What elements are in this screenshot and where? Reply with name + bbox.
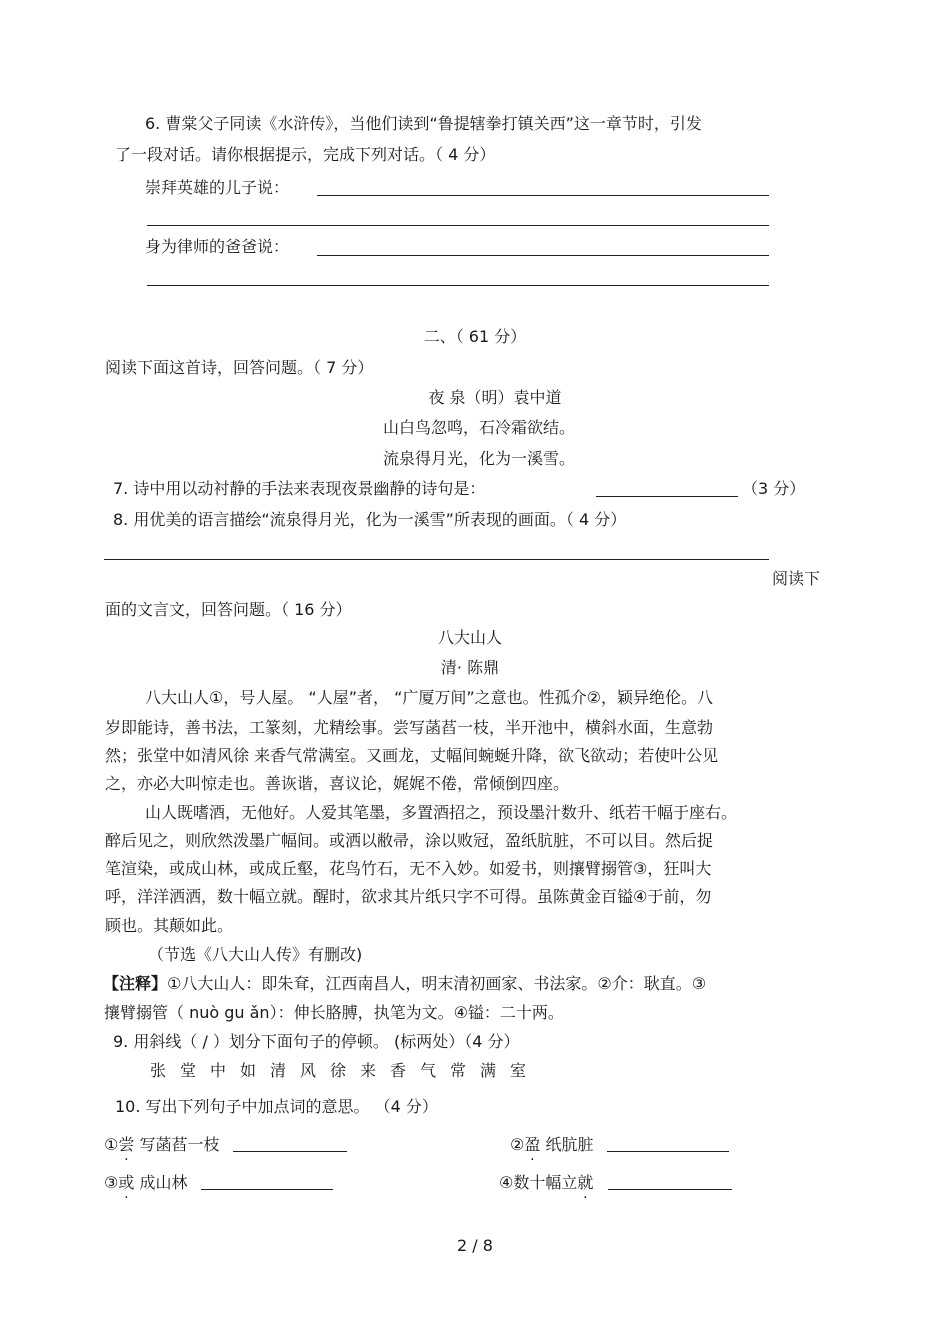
- q10-text: 10. 写出下列句子中加点词的意思。 （4 分）: [115, 1097, 438, 1116]
- q10-item-4-num: ④: [499, 1173, 514, 1192]
- reading-intro-tail: 阅读下: [772, 569, 821, 588]
- passage-notes-line-2: 攘臂搦管（ nuò gu ǎn）：伸长胳膊，执笔为文。④镒：二十两。: [104, 1003, 564, 1022]
- passage-p2-line-4: 呼，洋洋洒洒，数十幅立就。醒时，欲求其片纸只字不可得。虽陈黄金百镒④于前，勿: [105, 887, 712, 906]
- note-label: 【注释】: [103, 974, 168, 993]
- passage-p1-line-1: 八大山人①，号人屋。 “人屋”者， “广厦万间”之意也。性孤介②，颖异绝伦。八: [145, 688, 714, 707]
- poem-line-2: 流泉得月光，化为一溪雪。: [382, 449, 575, 468]
- poem-line-1: 山白鸟忽鸣，石冷霜欲结。: [382, 418, 575, 437]
- passage-title: 八大山人: [437, 628, 502, 647]
- reading-intro: 面的文言文，回答问题。（ 16 分）: [105, 600, 352, 619]
- q6-son-answer-line-1[interactable]: [317, 195, 769, 196]
- q10-item-1-dotted-word: 尝: [118, 1135, 135, 1154]
- q9-sentence: 张堂中如清风徐来香气常满室: [150, 1061, 541, 1080]
- q10-item-1: [104, 1135, 347, 1155]
- q10-item-4-answer-line[interactable]: [608, 1173, 732, 1190]
- q10-item-1-num: ①: [104, 1135, 119, 1154]
- passage-p2-line-2: 醉后见之，则欣然泼墨广幅间。或洒以敝帚，涂以败冠，盈纸肮脏，不可以目。然后捉: [105, 831, 714, 850]
- q10-item-3-num: ③: [104, 1173, 119, 1192]
- q10-item-2-answer-line[interactable]: [607, 1135, 729, 1152]
- q10-item-4-pre: 数十幅立: [513, 1173, 578, 1192]
- q8-text: 8. 用优美的语言描绘“流泉得月光，化为一溪雪”所表现的画面。（ 4 分）: [113, 510, 627, 529]
- passage-p2-line-3: 笔渲染，或成山林，或成丘壑，花鸟竹石，无不入妙。如爱书，则攘臂搦管③，狂叫大: [105, 859, 712, 878]
- passage-p1-line-4: 之，亦必大叫惊走也。善诙谐，喜议论，娓娓不倦，常倾倒四座。: [105, 774, 570, 793]
- q6-father-label: 身为律师的爸爸说：: [145, 237, 290, 256]
- passage-p2-line-5: 顾也。其颠如此。: [105, 916, 234, 935]
- note-text-1: ①八大山人：即朱耷，江西南昌人，明末清初画家、书法家。②介：耿直。③: [167, 974, 707, 993]
- q8-answer-line[interactable]: [104, 559, 769, 560]
- q10-item-1-answer-line[interactable]: [233, 1135, 347, 1152]
- q6-line1: 6. 曹棠父子同读《水浒传》，当他们读到“鲁提辖拳打镇关西”这一章节时，引发: [145, 114, 702, 133]
- q6-son-label: 崇拜英雄的儿子说：: [145, 178, 290, 197]
- q6-father-answer-line-1[interactable]: [317, 255, 769, 256]
- q10-item-1-rest: 写菡萏一枝: [134, 1135, 220, 1154]
- passage-p1-line-2: 岁即能诗，善书法，工篆刻，尤精绘事。尝写菡萏一枝，半开池中，横斜水面，生意勃: [105, 718, 714, 737]
- q10-item-3-answer-line[interactable]: [201, 1173, 333, 1190]
- passage-p1-line-3: 然；张堂中如清风徐 来香气常满室。又画龙，丈幅间蜿蜒升降，欲飞欲动；若使叶公见: [105, 746, 719, 765]
- q6-father-answer-line-2[interactable]: [147, 285, 769, 286]
- q10-item-3: [104, 1173, 333, 1193]
- passage-author: 清· 陈鼎: [440, 658, 500, 677]
- q6-line2: 了一段对话。请你根据提示，完成下列对话。（ 4 分）: [115, 145, 496, 164]
- page-number: 2 / 8: [457, 1236, 493, 1255]
- q10-item-2-rest: 纸肮脏: [540, 1135, 594, 1154]
- q7-answer-line[interactable]: [596, 496, 738, 497]
- q10-item-2: [510, 1135, 729, 1155]
- q10-item-3-dotted-word: 或: [118, 1173, 135, 1192]
- passage-source: （节选《八大山人传》有删改): [148, 945, 363, 964]
- q9-text: 9. 用斜线（ / ）划分下面句子的停顿。 (标两处）（4 分）: [113, 1032, 520, 1051]
- q7-text: 7. 诗中用以动衬静的手法来表现夜景幽静的诗句是：: [113, 479, 486, 498]
- section2-title: 二、（ 61 分）: [423, 327, 527, 346]
- passage-p2-line-1: 山人既嗜酒，无他好。人爱其笔墨，多置酒招之，预设墨汁数升、纸若干幅于座右。: [145, 803, 738, 822]
- q10-item-4-dotted-word: 就: [577, 1173, 594, 1192]
- q10-item-2-num: ②: [510, 1135, 525, 1154]
- q10-item-4: [499, 1173, 732, 1193]
- passage-notes-line-1: [103, 974, 706, 994]
- poem-title: 夜 泉（明）袁中道: [428, 388, 562, 407]
- section2-intro: 阅读下面这首诗，回答问题。（ 7 分）: [105, 358, 374, 377]
- q10-item-2-dotted-word: 盈: [524, 1135, 541, 1154]
- q7-score: （3 分）: [742, 479, 806, 498]
- q10-item-3-rest: 成山林: [134, 1173, 188, 1192]
- q6-son-answer-line-2[interactable]: [147, 225, 769, 226]
